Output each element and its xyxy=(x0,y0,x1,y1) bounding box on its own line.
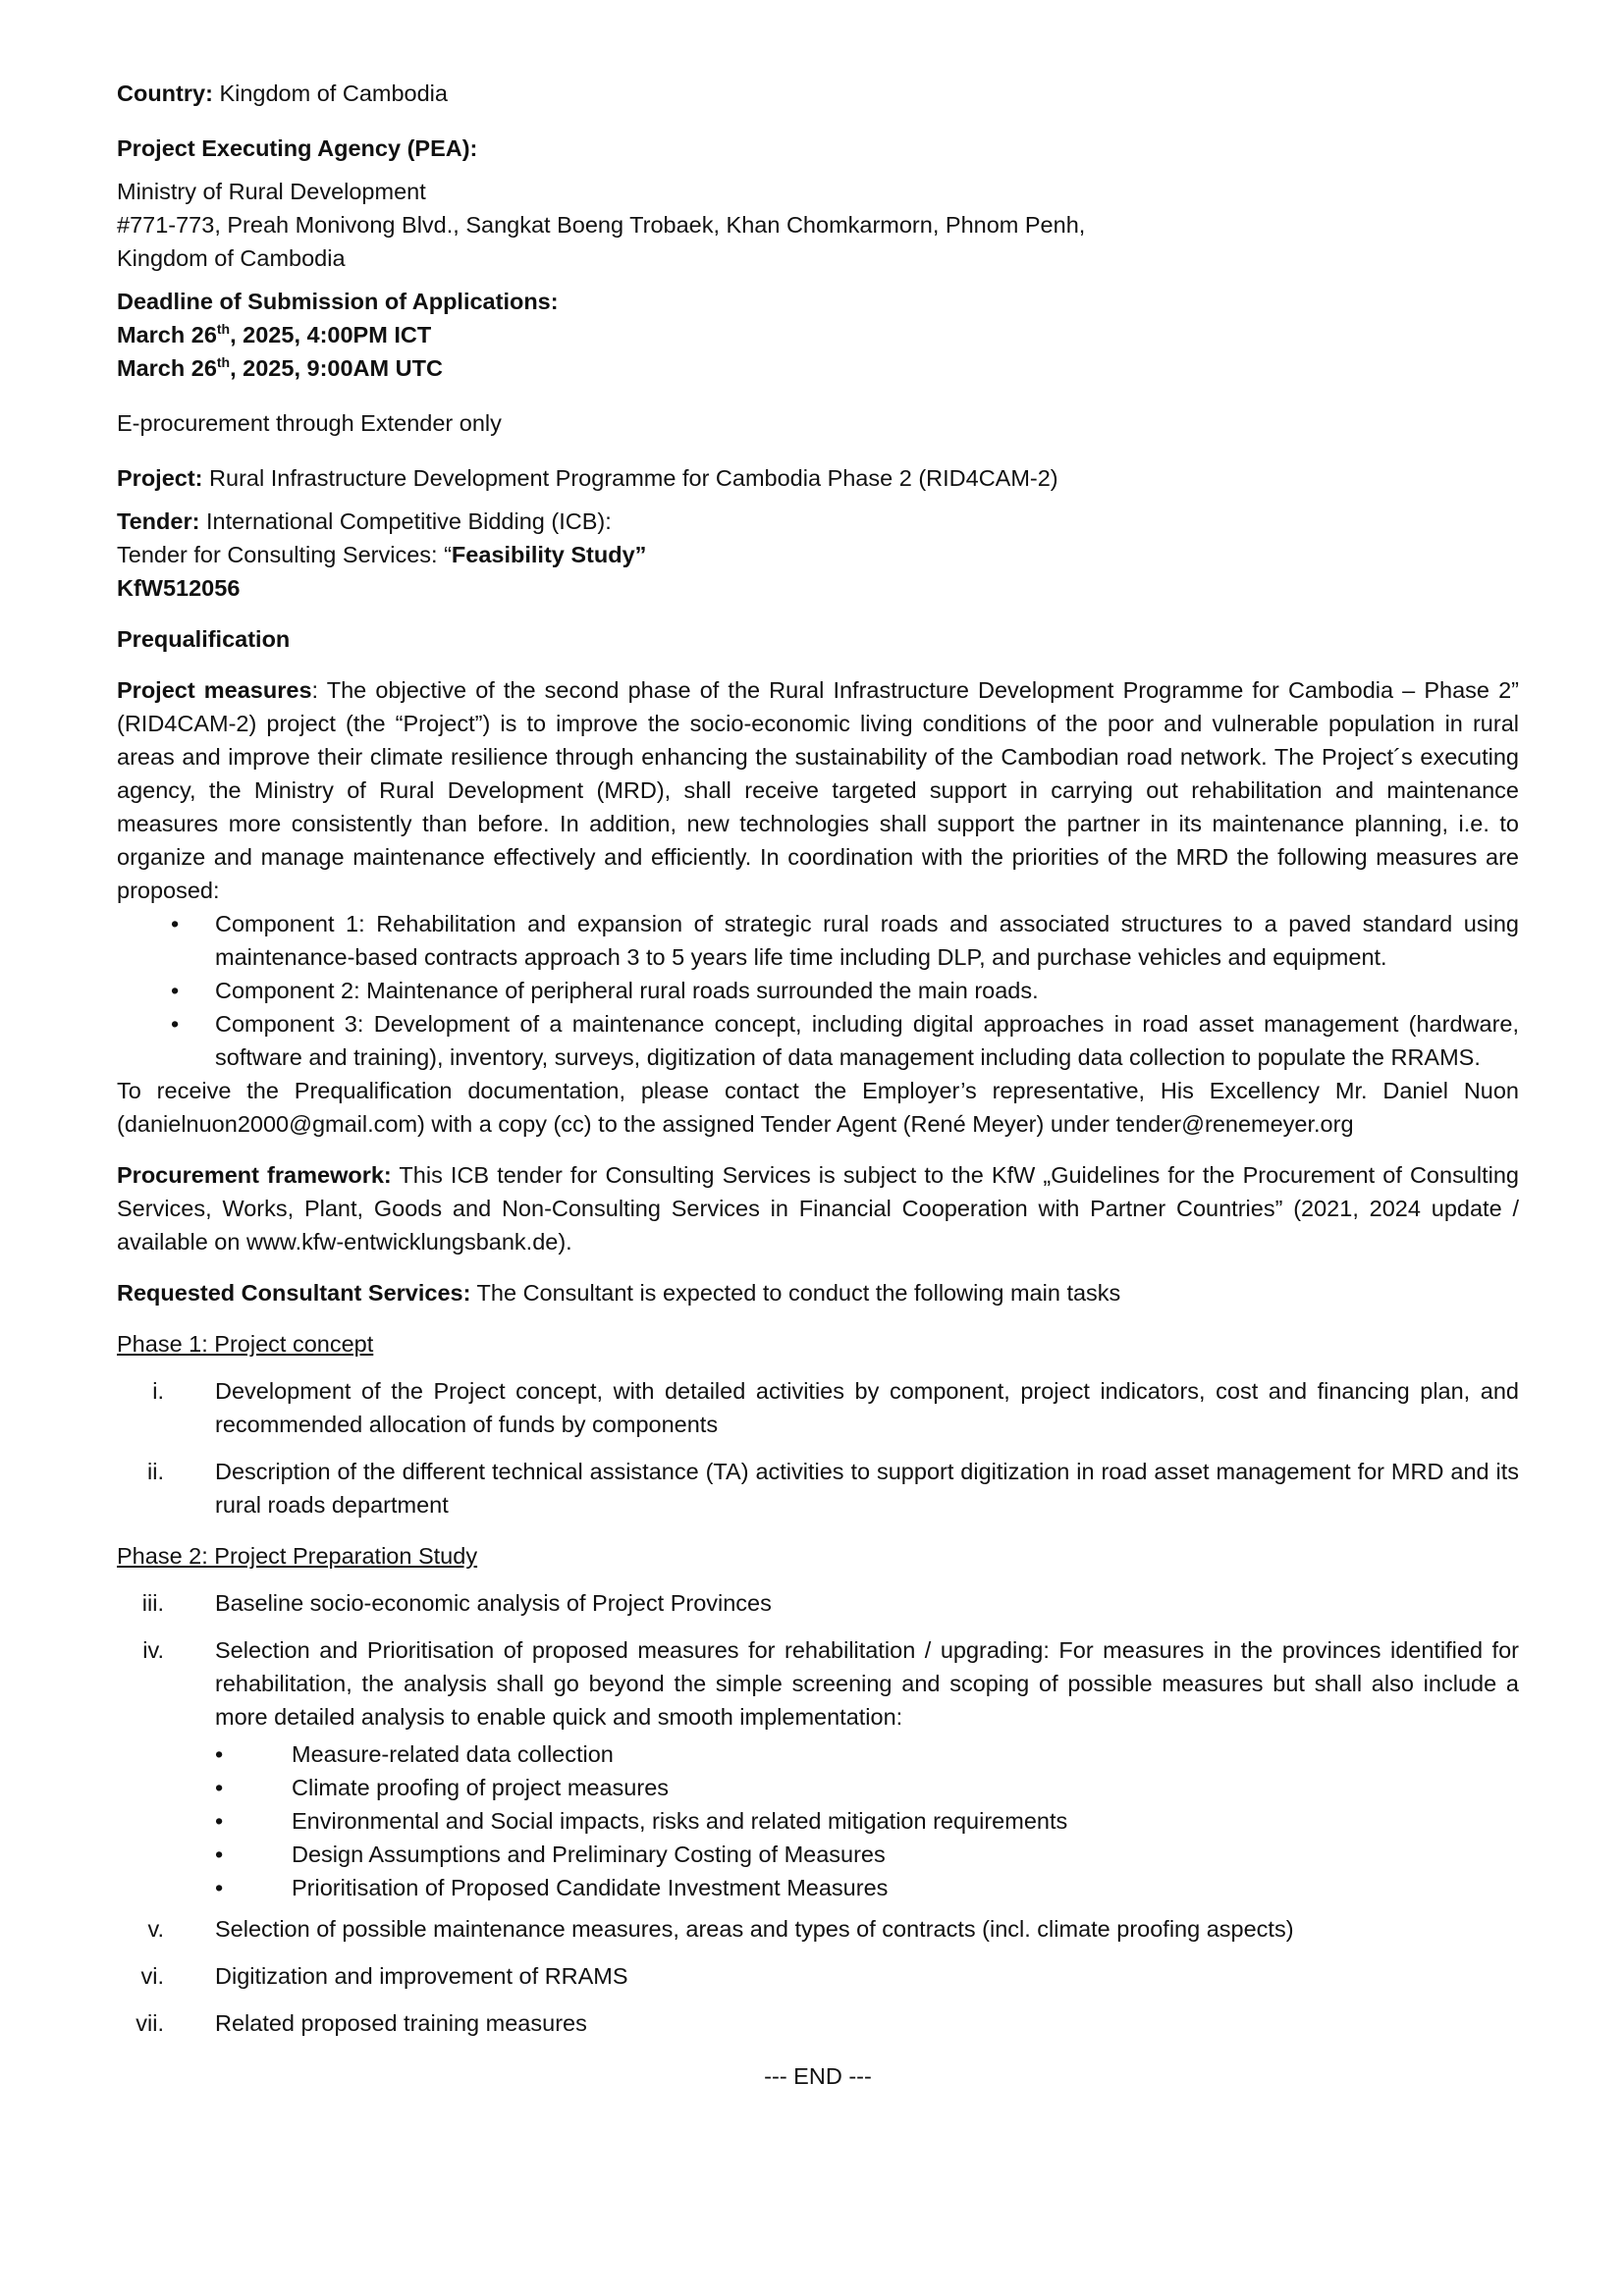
task-number: vii. xyxy=(135,2010,164,2036)
end-marker: --- END --- xyxy=(764,2063,872,2089)
task-number: iv. xyxy=(142,1637,164,1663)
list-item xyxy=(117,1871,1519,1904)
tender-line xyxy=(117,505,1519,538)
task-number: vi. xyxy=(140,1963,164,1989)
task-number: ii. xyxy=(147,1459,164,1484)
prequalification-heading: Prequalification xyxy=(117,626,291,652)
project-measures-paragraph xyxy=(117,673,1519,907)
services-text: The Consultant is expected to conduct the following main tasks xyxy=(470,1280,1121,1306)
tender-ref: KfW512056 xyxy=(117,575,241,601)
framework-paragraph xyxy=(117,1158,1519,1258)
components-list xyxy=(117,907,1519,1074)
component-2-text: Component 2: Maintenance of peripheral rural roads surrounded the main roads. xyxy=(215,978,1039,1003)
deadline-2-sup: th xyxy=(216,354,231,371)
task-text: Related proposed training measures xyxy=(215,2010,587,2036)
sub-bullet-text: Prioritisation of Proposed Candidate Investment Measures xyxy=(292,1875,889,1900)
deadline-1-date: March 26 xyxy=(117,322,217,347)
phase1-heading: Phase 1: Project concept xyxy=(117,1331,374,1357)
deadline-line-2 xyxy=(117,351,1519,385)
country-line xyxy=(117,77,1519,110)
services-label: Requested Consultant Services: xyxy=(117,1280,471,1306)
list-item xyxy=(117,907,1519,974)
task-text: Selection of possible maintenance measures, areas and types of contracts (incl. climate proofing aspects) xyxy=(215,1916,1294,1942)
list-item xyxy=(117,1804,1519,1838)
deadline-1-sup: th xyxy=(216,321,231,338)
task-item-ii xyxy=(117,1455,1519,1522)
bullet-icon: • xyxy=(171,978,180,1003)
project-value: Rural Infrastructure Development Programme for Cambodia Phase 2 (RID4CAM-2) xyxy=(209,465,1058,491)
component-3-text: Component 3: Development of a maintenance concept, including digital approaches in road asset management (hardware, software and training), inventory, surveys, digitization of data management including data collection to populate the RRAMS. xyxy=(215,1011,1519,1070)
sub-bullet-text: Environmental and Social impacts, risks and related mitigation requirements xyxy=(292,1808,1068,1834)
framework-label: Procurement framework: xyxy=(117,1162,392,1188)
sub-bullet-text: Design Assumptions and Preliminary Costing of Measures xyxy=(292,1842,886,1867)
tender-line2-bold: Feasibility Study” xyxy=(451,542,647,567)
deadline-2-time: , 2025, 9:00AM UTC xyxy=(230,355,443,381)
task-item-iv xyxy=(117,1633,1519,1734)
phase2-heading: Phase 2: Project Preparation Study xyxy=(117,1543,478,1569)
deadline-line-1 xyxy=(117,318,1519,351)
bullet-icon: • xyxy=(171,911,180,936)
list-item xyxy=(117,1771,1519,1804)
deadline-1-time: , 2025, 4:00PM ICT xyxy=(230,322,432,347)
bullet-icon: • xyxy=(215,1842,224,1867)
sub-bullet-text: Measure-related data collection xyxy=(292,1741,614,1767)
deadline-2-date: March 26 xyxy=(117,355,217,381)
component-1-text: Component 1: Rehabilitation and expansion of strategic rural roads and associated structures to a paved standard using maintenance-based contracts approach 3 to 5 years life time including DLP, and purchase vehicles and equipment. xyxy=(215,911,1519,970)
framework-text: This ICB tender for Consulting Services is subject to the KfW „Guidelines for the Procurement of Consulting Services, Works, Plant, Goods and Non-Consulting Services in Financial Cooperation with Partner Countries” (2021, 2024 update / available on www.kfw-entwicklungsbank.de). xyxy=(117,1162,1519,1255)
task-text: Development of the Project concept, with detailed activities by component, project indicators, cost and financing plan, and recommended allocation of funds by components xyxy=(215,1378,1519,1437)
list-item xyxy=(117,1737,1519,1771)
project-measures-text: : The objective of the second phase of the Rural Infrastructure Development Programme for Cambodia – Phase 2” (RID4CAM-2) project (the “Project”) is to improve the socio-economic living conditions of the poor and vulnerable population in rural areas and improve their climate resilience through enhancing the sustainability of the Cambodian road network. The Project´s executing agency, the Ministry of Rural Development (MRD), shall receive targeted support in carrying out rehabilitation and maintenance measures more consistently than before. In addition, new technologies shall support the partner in its maintenance planning, i.e. to organize and manage maintenance effectively and efficiently. In coordination with the priorities of the MRD the following measures are proposed: xyxy=(117,677,1519,903)
task-text: Description of the different technical assistance (TA) activities to support digitization in road asset management for MRD and its rural roads department xyxy=(215,1459,1519,1518)
tender-label: Tender: xyxy=(117,508,200,534)
project-measures-label: Project measures xyxy=(117,677,312,703)
bullet-icon: • xyxy=(171,1011,180,1037)
country-label: Country: xyxy=(117,80,213,106)
sub-bullet-text: Climate proofing of project measures xyxy=(292,1775,670,1800)
bullet-icon: • xyxy=(215,1775,224,1800)
bullet-icon: • xyxy=(215,1875,224,1900)
task-item-i xyxy=(117,1374,1519,1441)
tender-line-2 xyxy=(117,538,1519,571)
bullet-icon: • xyxy=(215,1808,224,1834)
task-text: Selection and Prioritisation of proposed measures for rehabilitation / upgrading: For measures in the provinces identified for rehabilitation, the analysis shall go beyond the simple screening and scoping of possible measures but shall also include a more detailed analysis to enable quick and smooth implementation: xyxy=(215,1637,1519,1730)
task-number: iii. xyxy=(141,1590,164,1616)
services-paragraph xyxy=(117,1276,1519,1309)
task-number: i. xyxy=(152,1378,164,1404)
task-item-v xyxy=(117,1912,1519,1946)
task-item-vi xyxy=(117,1959,1519,1993)
document-page xyxy=(117,77,1519,2093)
pea-line-2: #771-773, Preah Monivong Blvd., Sangkat Boeng Trobaek, Khan Chomkarmorn, Phnom Penh, xyxy=(117,212,1086,238)
task-item-vii xyxy=(117,2006,1519,2040)
task-text: Digitization and improvement of RRAMS xyxy=(215,1963,628,1989)
task-item-iii xyxy=(117,1586,1519,1620)
pea-line-3: Kingdom of Cambodia xyxy=(117,245,346,271)
list-item xyxy=(117,1007,1519,1074)
country-value: Kingdom of Cambodia xyxy=(219,80,448,106)
bullet-icon: • xyxy=(215,1741,224,1767)
list-item xyxy=(117,974,1519,1007)
list-item xyxy=(117,1838,1519,1871)
task-text: Baseline socio-economic analysis of Project Provinces xyxy=(215,1590,772,1616)
tender-value: International Competitive Bidding (ICB): xyxy=(205,508,612,534)
contact-paragraph: To receive the Prequalification documentation, please contact the Employer’s representative, His Excellency Mr. Daniel Nuon (danielnuon2000@gmail.com) with a copy (cc) to the assigned Tender Agent (René Meyer) under tender@renemeyer.org xyxy=(117,1078,1519,1137)
pea-label: Project Executing Agency (PEA): xyxy=(117,135,478,161)
project-line xyxy=(117,461,1519,495)
eprocurement-note: E-procurement through Extender only xyxy=(117,410,502,436)
analysis-sub-list xyxy=(117,1737,1519,1904)
pea-line-1: Ministry of Rural Development xyxy=(117,179,426,204)
deadline-label: Deadline of Submission of Applications: xyxy=(117,289,559,314)
task-number: v. xyxy=(147,1916,164,1942)
tender-line2-pre: Tender for Consulting Services: “ xyxy=(117,542,452,567)
project-label: Project: xyxy=(117,465,203,491)
